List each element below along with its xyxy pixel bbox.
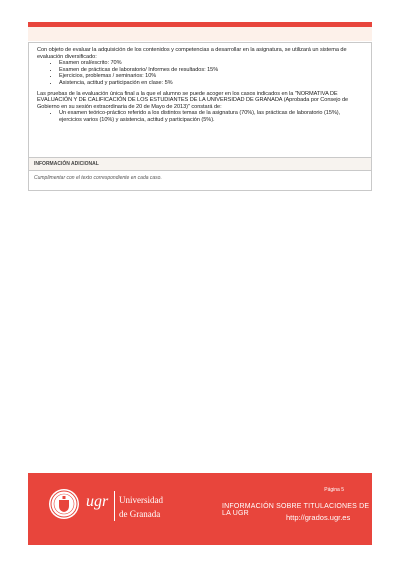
evaluation-section [28,42,372,191]
additional-info-text: Cumplimentar con el texto correspondiente en cada caso. [34,175,162,181]
page-footer [28,473,372,545]
single-evaluation-item: • Un examen teórico-práctico referido a los distintos temas de la asignatura (70%), las prácticas de laboratorio (15%), ejercicios varios (10%) y asistencia, actitud y participación (5%). [59,110,363,123]
ugr-logo-text: ugr [86,493,109,510]
logo-divider [114,491,115,521]
university-seal-icon [49,489,79,519]
single-evaluation-list [37,110,363,123]
evaluation-item: • Examen oral/escrito: 70% [59,60,363,67]
single-evaluation-intro: Las pruebas de la evaluación única final a la que el alumno se puede acoger en los casos indicados en la "NORMATIVA DE EVALUACIÓN Y DE CALIFICACIÓN DE LOS ESTUDIANTES DE LA UNIVERSIDAD DE GRANADA (Aprobada por Consejo de Gobierno en su sesión extraordinaria de 20 de Mayo de 2013)" constará de: [37,90,349,110]
degrees-info-label: INFORMACIÓN SOBRE TITULACIONES DE LA UGR [222,503,370,517]
page-number: Página 5 [324,487,344,493]
university-name-line1: Universidad [119,495,163,505]
additional-info-title: INFORMACIÓN ADICIONAL [34,161,99,167]
header-tint-band [28,27,372,41]
evaluation-item: • Examen de prácticas de laboratorio/ Informes de resultados: 15% [59,67,363,74]
evaluation-list [37,60,363,86]
university-name-line2: de Granada [119,509,161,519]
evaluation-item: • Asistencia, actitud y participación en clase: 5% [59,80,363,87]
additional-info-header [29,157,371,171]
evaluation-intro: Con objeto de evaluar la adquisición de los contenidos y competencias a desarrollar en la asignatura, se utilizará un sistema de evaluación diversificado: [37,47,347,60]
degrees-url-link[interactable]: http://grados.ugr.es [286,513,351,522]
evaluation-item: • Ejercicios, problemas / seminarios: 10% [59,73,363,80]
evaluation-content [37,47,363,124]
